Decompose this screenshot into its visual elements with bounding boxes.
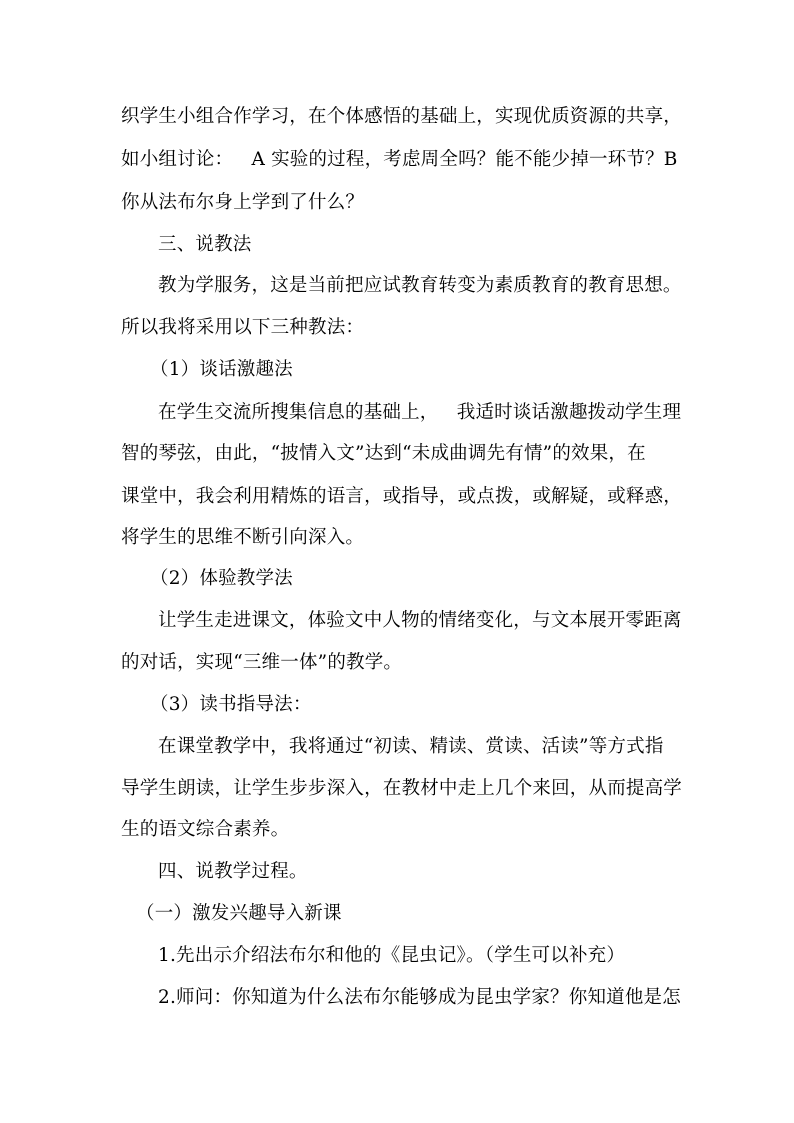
section-heading: 四、说教学过程。 [158,861,308,882]
section-heading: 三、说教法 [158,234,252,255]
body-text-line: 教为学服务，这是当前把应试教育转变为素质教育的教育思想。 [158,275,682,296]
body-text-line: 导学生朗读，让学生步步深入，在教材中走上几个来回，从而提高学 [121,778,683,799]
body-text-line: 的对话，实现“三维一体”的教学。 [121,652,403,673]
body-text-line: 在课堂教学中，我将通过“初读、精读、赏读、活读”等方式指 [158,736,664,757]
body-text-line: 1.先出示介绍法布尔和他的《昆虫记》。（学生可以补充） [158,945,626,966]
body-text-line: 在学生交流所搜集信息的基础上， 我适时谈话激趣拨动学生理 [158,402,682,423]
subsection-heading: （一）激发兴趣导入新课 [136,903,342,924]
subsection-heading: （1）谈话激趣法 [150,359,293,380]
body-text-line: 你从法布尔身上学到了什么？ [121,192,365,213]
body-text-line: 让学生走进课文，体验文中人物的情绪变化，与文本展开零距离 [158,610,682,631]
subsection-heading: （3）读书指导法： [150,694,312,715]
body-text-line: 生的语文综合素养。 [121,819,290,840]
body-text-line: 2.师问：你知道为什么法布尔能够成为昆虫学家？你知道他是怎 [158,987,681,1008]
body-text-line: 智的琴弦，由此，“披情入文”达到“未成曲调先有情”的效果，在 [121,443,646,464]
body-text-line: 如小组讨论： A 实验的过程，考虑周全吗？能不能少掉一环节？B [121,149,678,170]
body-text-line: 所以我将采用以下三种教法： [121,317,365,338]
body-text-line: 将学生的思维不断引向深入。 [121,527,365,548]
body-text-line: 织学生小组合作学习，在个体感悟的基础上，实现优质资源的共享， [121,106,683,127]
body-text-line: 课堂中，我会利用精炼的语言，或指导，或点拨，或解疑，或释惑， [121,486,683,507]
subsection-heading: （2）体验教学法 [150,568,293,589]
